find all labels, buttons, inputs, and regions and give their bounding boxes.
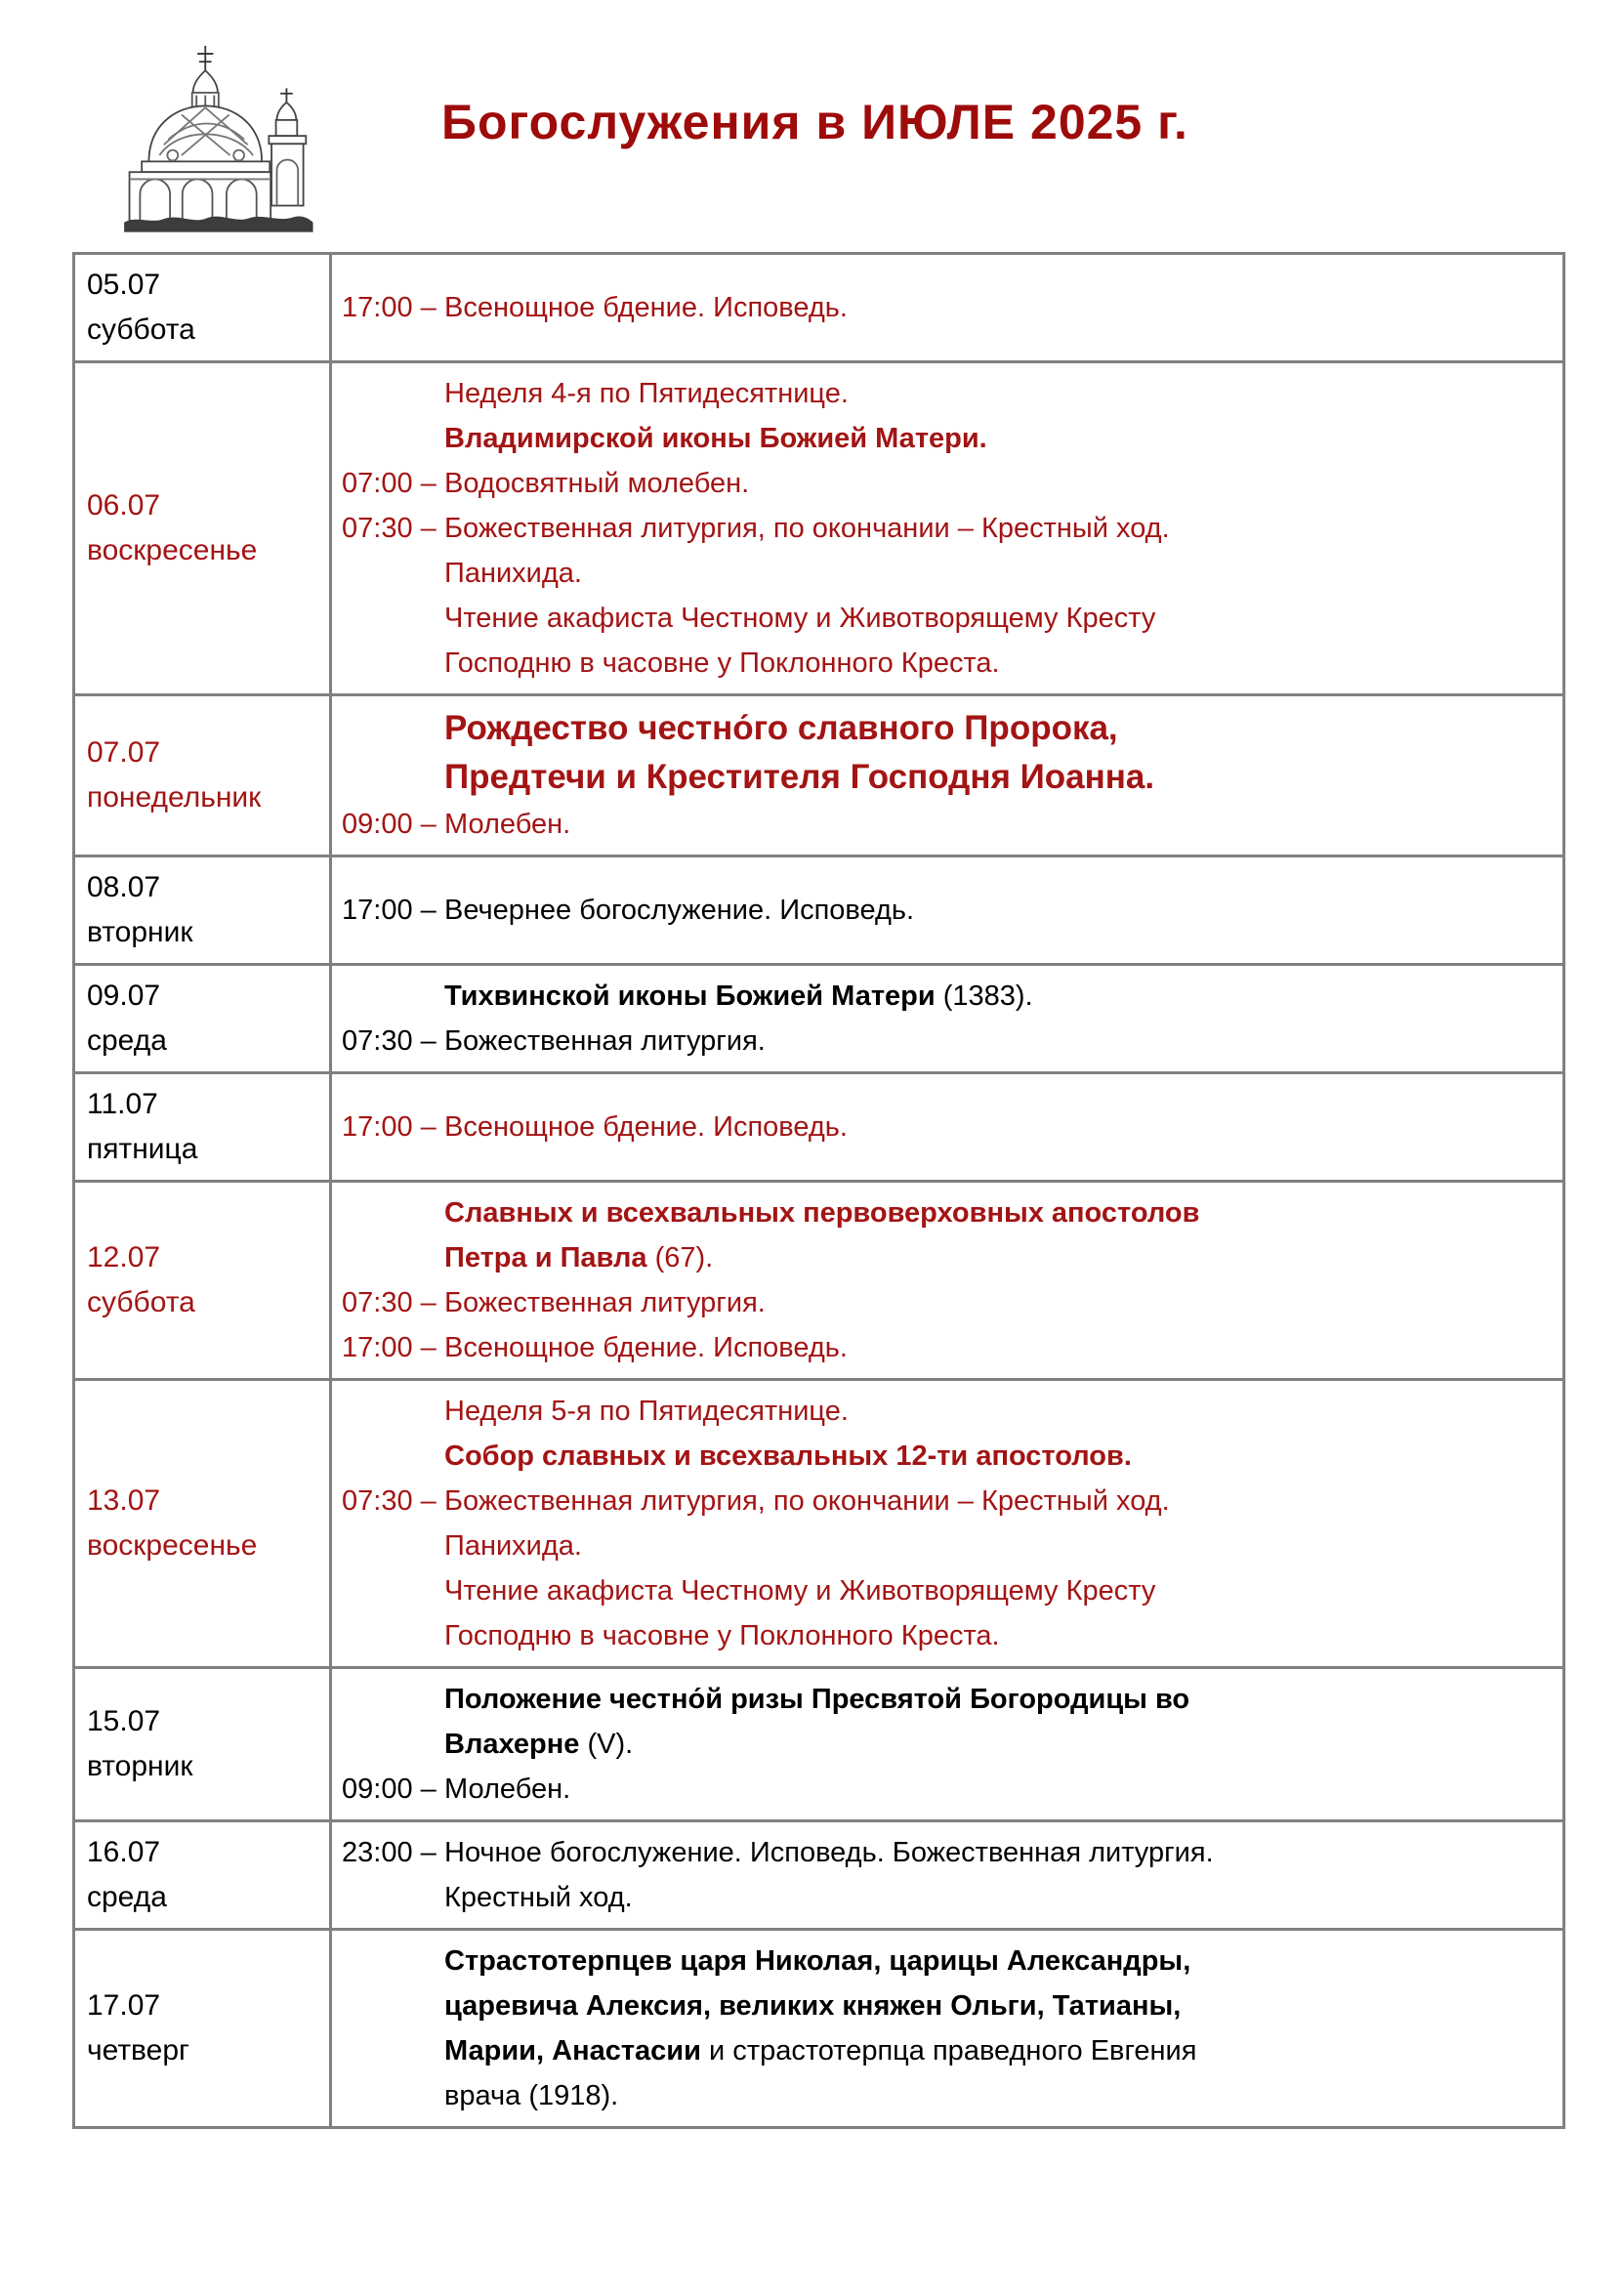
service-text: Ночное богослужение. Исповедь. Божественная литургия.	[444, 1837, 1214, 1868]
weekday-label: вторник	[87, 916, 193, 948]
date-cell	[74, 695, 331, 856]
service-line	[332, 802, 1555, 847]
service-text: Собор славных и всехвальных 12-ти апостолов.	[444, 1440, 1132, 1472]
date-label: 09.07	[87, 980, 161, 1012]
service-line	[332, 2028, 1555, 2073]
services-cell	[331, 1930, 1564, 2128]
service-time: 23:00 –	[342, 1837, 437, 1868]
schedule-row	[74, 856, 1564, 965]
service-text: Божественная литургия, по окончании – Крестный ход.	[444, 1485, 1170, 1517]
service-time: 17:00 –	[342, 1332, 437, 1363]
services-cell	[331, 1380, 1564, 1668]
page-title: Богослужения в ИЮЛЕ 2025 г.	[441, 95, 1188, 149]
date-label: 15.07	[87, 1705, 161, 1737]
service-line	[332, 1105, 1555, 1149]
service-line	[332, 1524, 1555, 1568]
service-text: Неделя 4-я по Пятидесятнице.	[444, 378, 849, 409]
service-time: 09:00 –	[342, 809, 437, 840]
service-text: Славных и всехвальных первоверховных апостолов	[444, 1197, 1200, 1229]
service-line	[332, 2073, 1555, 2118]
schedule-row	[74, 1668, 1564, 1821]
service-line	[332, 1280, 1555, 1325]
service-text: Рождество честно́го славного Пророка,	[444, 709, 1118, 747]
service-line	[332, 551, 1555, 596]
service-text: Страстотерпцев царя Николая, царицы Александры,	[444, 1945, 1191, 1977]
date-cell	[74, 1380, 331, 1668]
weekday-label: суббота	[87, 313, 195, 346]
service-text: врача (1918).	[444, 2080, 619, 2111]
date-cell	[74, 1668, 331, 1821]
services-cell	[331, 695, 1564, 856]
service-text: Положение честно́й ризы Пресвятой Богородицы во	[444, 1684, 1190, 1715]
service-text: Чтение акафиста Честному и Животворящему Кресту	[444, 1575, 1156, 1607]
weekday-label: среда	[87, 1024, 167, 1057]
date-cell	[74, 1182, 331, 1380]
weekday-label: воскресенье	[87, 1529, 258, 1562]
bell-tower	[269, 88, 306, 205]
services-cell	[331, 1668, 1564, 1821]
services-cell	[331, 1073, 1564, 1182]
schedule-row	[74, 362, 1564, 695]
service-line	[332, 1190, 1555, 1235]
service-text: Водосвятный молебен.	[444, 468, 750, 499]
service-text: Марии, Анастасии и страстотерпца праведного Евгения	[444, 2035, 1197, 2066]
service-line	[332, 1019, 1555, 1064]
service-line	[332, 1983, 1555, 2028]
date-label: 17.07	[87, 1989, 161, 2022]
service-time: 07:30 –	[342, 1287, 437, 1318]
service-text: Крестный ход.	[444, 1882, 633, 1913]
date-cell	[74, 362, 331, 695]
date-cell	[74, 254, 331, 362]
date-cell	[74, 1073, 331, 1182]
schedule-row	[74, 1821, 1564, 1930]
services-cell	[331, 254, 1564, 362]
service-line	[332, 1389, 1555, 1434]
weekday-label: понедельник	[87, 781, 262, 814]
service-text: Всенощное бдение. Исповедь.	[444, 1332, 848, 1363]
date-cell	[74, 965, 331, 1073]
schedule-row	[74, 1073, 1564, 1182]
service-line	[332, 506, 1555, 551]
service-text: Неделя 5-я по Пятидесятнице.	[444, 1396, 849, 1427]
service-text: Господню в часовне у Поклонного Креста.	[444, 647, 1000, 679]
service-line	[332, 1939, 1555, 1983]
service-line	[332, 461, 1555, 506]
service-line	[332, 1875, 1555, 1920]
service-time: 09:00 –	[342, 1774, 437, 1805]
service-text: Божественная литургия.	[444, 1025, 766, 1057]
weekday-label: суббота	[87, 1286, 195, 1318]
service-line	[332, 888, 1555, 933]
service-line	[332, 641, 1555, 686]
service-text: Владимирской иконы Божией Матери.	[444, 423, 987, 454]
date-cell	[74, 856, 331, 965]
service-line	[332, 1613, 1555, 1658]
weekday-label: пятница	[87, 1133, 198, 1165]
service-text: Вечернее богослужение. Исповедь.	[444, 895, 915, 926]
service-line	[332, 371, 1555, 416]
service-text: Петра и Павла (67).	[444, 1242, 714, 1273]
service-time: 07:00 –	[342, 468, 437, 499]
service-text: Влахерне (V).	[444, 1729, 634, 1760]
services-cell	[331, 1182, 1564, 1380]
service-text: Молебен.	[444, 809, 571, 840]
date-label: 07.07	[87, 736, 161, 769]
service-line	[332, 1830, 1555, 1875]
service-line	[332, 1235, 1555, 1280]
schedule-row	[74, 695, 1564, 856]
schedule-row	[74, 1182, 1564, 1380]
service-time: 07:30 –	[342, 513, 437, 544]
church-logo-icon	[98, 37, 327, 237]
services-cell	[331, 362, 1564, 695]
service-text: Божественная литургия, по окончании – Крестный ход.	[444, 513, 1170, 544]
schedule-row	[74, 254, 1564, 362]
service-line	[332, 285, 1555, 330]
service-text: Молебен.	[444, 1774, 571, 1805]
service-time: 07:30 –	[342, 1485, 437, 1517]
service-line	[332, 1434, 1555, 1479]
schedule-row	[74, 1930, 1564, 2128]
service-text: Предтечи и Крестителя Господня Иоанна.	[444, 758, 1155, 796]
date-label: 13.07	[87, 1484, 161, 1517]
service-line	[332, 1677, 1555, 1722]
service-line	[332, 1325, 1555, 1370]
schedule-table	[72, 252, 1565, 2129]
weekday-label: воскресенье	[87, 534, 258, 566]
service-time: 17:00 –	[342, 895, 437, 926]
service-time: 17:00 –	[342, 292, 437, 323]
schedule-row	[74, 965, 1564, 1073]
service-text: царевича Алексия, великих княжен Ольги, Татианы,	[444, 1990, 1182, 2022]
date-label: 06.07	[87, 489, 161, 522]
date-label: 12.07	[87, 1241, 161, 1273]
date-label: 11.07	[87, 1088, 158, 1120]
schedule-table-body	[74, 254, 1564, 2128]
weekday-label: четверг	[87, 2034, 189, 2066]
service-line	[332, 596, 1555, 641]
service-text: Панихида.	[444, 558, 582, 589]
service-line	[332, 753, 1555, 802]
service-line	[332, 1767, 1555, 1812]
date-cell	[74, 1821, 331, 1930]
services-cell	[331, 965, 1564, 1073]
schedule-row	[74, 1380, 1564, 1668]
service-text: Всенощное бдение. Исповедь.	[444, 1111, 848, 1143]
services-cell	[331, 1821, 1564, 1930]
service-line	[332, 974, 1555, 1019]
service-line	[332, 1479, 1555, 1524]
services-cell	[331, 856, 1564, 965]
date-label: 08.07	[87, 871, 161, 903]
weekday-label: среда	[87, 1881, 167, 1913]
service-text: Всенощное бдение. Исповедь.	[444, 292, 848, 323]
service-text: Панихида.	[444, 1530, 582, 1562]
service-line	[332, 1568, 1555, 1613]
date-label: 05.07	[87, 269, 161, 301]
date-label: 16.07	[87, 1836, 161, 1868]
service-text: Чтение акафиста Честному и Животворящему Кресту	[444, 603, 1156, 634]
service-time: 17:00 –	[342, 1111, 437, 1143]
weekday-label: вторник	[87, 1750, 193, 1782]
service-text: Божественная литургия.	[444, 1287, 766, 1318]
service-text: Тихвинской иконы Божией Матери (1383).	[444, 981, 1033, 1012]
date-cell	[74, 1930, 331, 2128]
service-line	[332, 704, 1555, 753]
service-text: Господню в часовне у Поклонного Креста.	[444, 1620, 1000, 1651]
service-line	[332, 1722, 1555, 1767]
header	[0, 0, 1623, 252]
service-time: 07:30 –	[342, 1025, 437, 1057]
service-line	[332, 416, 1555, 461]
